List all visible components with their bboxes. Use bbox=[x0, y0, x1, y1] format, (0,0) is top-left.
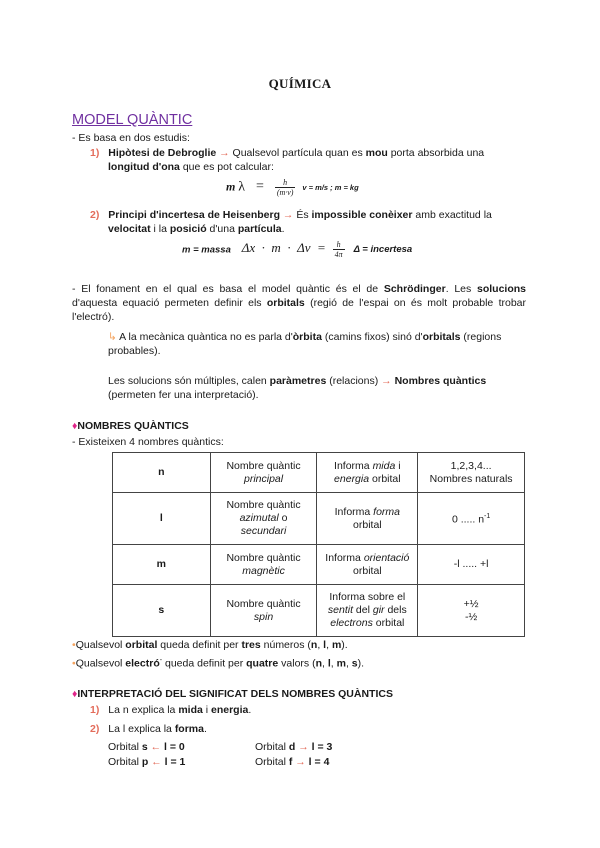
page-title: QUÍMICA bbox=[268, 76, 332, 91]
table-row bbox=[113, 453, 525, 493]
text: Nombre quàntic bbox=[226, 551, 301, 564]
superscript: - bbox=[159, 657, 163, 664]
fraction-denominator: (m·v) bbox=[276, 188, 294, 197]
section-heading-model-quantic: MODEL QUÀNTIC bbox=[72, 112, 193, 128]
text: queda definit per bbox=[157, 639, 242, 651]
text: Qualsevol bbox=[75, 639, 126, 651]
bold-text: mou bbox=[365, 147, 388, 159]
bold-text: partícula bbox=[237, 223, 282, 235]
formula-m: m bbox=[226, 179, 236, 194]
text: Orbital bbox=[108, 756, 142, 768]
text: o bbox=[278, 512, 288, 524]
bullet-icon: • bbox=[72, 639, 76, 651]
name-cell bbox=[210, 453, 317, 493]
bold-text: velocitat bbox=[108, 223, 151, 235]
fraction-numerator: h bbox=[333, 240, 345, 250]
text: Nombre quàntic bbox=[226, 499, 301, 511]
text: Nombre quàntic bbox=[226, 459, 301, 472]
item-number: 1) bbox=[90, 704, 100, 716]
text: . bbox=[204, 723, 207, 735]
text: (camins fixos) sinó d' bbox=[321, 331, 423, 343]
bullet-icon: • bbox=[72, 657, 76, 670]
bold-text: m bbox=[331, 639, 342, 651]
bold-text: orbitals bbox=[422, 331, 461, 343]
table-row bbox=[113, 585, 525, 637]
right-arrow-icon: → bbox=[298, 741, 309, 753]
text: números ( bbox=[260, 639, 311, 651]
bold-text: tres bbox=[241, 639, 261, 651]
italic-text: secundari bbox=[240, 525, 287, 537]
arrow-icon: → bbox=[381, 375, 392, 387]
right-arrow-icon: → bbox=[295, 756, 306, 768]
item-number: 2) bbox=[90, 723, 100, 735]
text: (regions probables). bbox=[108, 331, 502, 357]
text: porta absorbida una bbox=[387, 147, 485, 159]
text: del bbox=[353, 604, 373, 616]
info-cell bbox=[317, 493, 418, 545]
formula-note: v = m/s ; m = kg bbox=[302, 183, 359, 193]
orbital-s bbox=[108, 740, 185, 754]
text: i bbox=[202, 704, 211, 716]
info-cell bbox=[317, 545, 418, 585]
italic-text: mida bbox=[372, 459, 396, 472]
item-debroglie bbox=[90, 146, 526, 160]
paragraph-solucions bbox=[108, 374, 526, 402]
italic-text: sentit bbox=[327, 604, 354, 616]
bold-text: l = 1 bbox=[161, 756, 186, 768]
left-arrow-icon: ← bbox=[150, 741, 162, 753]
symbol-cell: n bbox=[113, 453, 211, 493]
bold-text: l = 3 bbox=[308, 741, 333, 753]
text: i bbox=[395, 459, 401, 472]
text: , bbox=[330, 657, 337, 670]
bold-text: mida bbox=[178, 704, 203, 716]
left-arrow-icon: ← bbox=[151, 756, 162, 768]
debroglie-title: Hipòtesi de Debroglie bbox=[108, 147, 217, 159]
text: Les solucions són múltiples, calen bbox=[108, 375, 270, 387]
bold-text: orbitals bbox=[266, 297, 305, 309]
text: que es pot calcular: bbox=[179, 161, 274, 173]
symbol-cell: l bbox=[113, 493, 211, 545]
formula-lambda: λ bbox=[238, 179, 246, 195]
paragraph-orbita bbox=[108, 330, 526, 358]
text: +½ bbox=[463, 597, 479, 610]
italic-text: energia bbox=[334, 472, 370, 485]
bold-text: n bbox=[315, 657, 322, 670]
bold-text: Nombres quàntics bbox=[394, 375, 487, 387]
symbol-cell: s bbox=[113, 585, 211, 637]
text: , bbox=[317, 639, 324, 651]
symbol-cell: m bbox=[113, 545, 211, 585]
info-cell bbox=[317, 453, 418, 493]
text: Informa bbox=[334, 505, 374, 518]
bold-text: n bbox=[310, 639, 318, 651]
bold-text: quatre bbox=[246, 657, 279, 670]
bold-text: m bbox=[336, 657, 346, 670]
formula-expr: Δx · m · Δv = bbox=[241, 240, 326, 256]
text: - El fonament en el qual es basa el model quàntic és el de bbox=[72, 283, 384, 295]
name-cell bbox=[210, 493, 317, 545]
formula-heisenberg bbox=[182, 240, 412, 259]
text: (permeten fer una interpretació). bbox=[108, 389, 259, 401]
italic-text: magnètic bbox=[242, 564, 285, 577]
table-row bbox=[113, 493, 525, 545]
text: d'una bbox=[206, 223, 238, 235]
value-cell bbox=[418, 585, 525, 637]
text: (regió de l'espai on és molt probable trobar l'electró). bbox=[72, 297, 526, 323]
text: Qualsevol bbox=[75, 657, 126, 670]
bold-text: s bbox=[351, 657, 358, 670]
name-cell bbox=[210, 545, 317, 585]
intro-text: - Es basa en dos estudis: bbox=[72, 132, 190, 144]
text: Orbital bbox=[255, 756, 289, 768]
bold-text: posició bbox=[169, 223, 207, 235]
section-heading-interpretacio bbox=[72, 688, 393, 700]
diamond-icon: ♦ bbox=[72, 688, 78, 700]
bold-text: Schrödinger bbox=[383, 283, 446, 295]
fraction-numerator: h bbox=[275, 178, 296, 188]
text: orbital bbox=[353, 518, 382, 531]
item-number: 1) bbox=[90, 147, 100, 159]
text: orbital bbox=[369, 472, 401, 485]
bold-text: paràmetres bbox=[269, 375, 327, 387]
item-n-explica bbox=[90, 703, 251, 717]
arrow-icon: → bbox=[282, 209, 294, 221]
bold-text: d bbox=[288, 741, 296, 753]
quantum-numbers-table bbox=[112, 452, 525, 637]
text: , bbox=[322, 657, 328, 670]
text: És bbox=[293, 209, 312, 221]
section-heading-nombres bbox=[72, 420, 189, 432]
text: d'aquesta equació permeten definir els bbox=[72, 297, 267, 309]
paragraph-schrodinger bbox=[72, 282, 526, 324]
italic-text: azimutal bbox=[239, 512, 279, 524]
text: La n explica la bbox=[108, 704, 179, 716]
text: Qualsevol partícula quan es bbox=[229, 147, 366, 159]
text: Informa sobre el bbox=[329, 591, 406, 603]
text: 0 ..... n bbox=[451, 513, 485, 526]
formula-fraction bbox=[333, 240, 345, 259]
bold-text: l = 0 bbox=[161, 741, 185, 753]
bold-text: l = 4 bbox=[305, 756, 330, 768]
value-cell: -l ..... +l bbox=[418, 545, 525, 585]
formula-note: Δ = incertesa bbox=[353, 244, 413, 256]
orbital-d bbox=[255, 740, 332, 754]
superscript: -1 bbox=[484, 513, 491, 521]
text: orbital bbox=[372, 617, 405, 629]
text: . Les bbox=[445, 283, 477, 295]
text: Informa bbox=[334, 459, 373, 472]
name-cell bbox=[210, 585, 317, 637]
intro-text: - Existeixen 4 nombres quàntics: bbox=[72, 436, 224, 448]
heading-text: NOMBRES QUÀNTICS bbox=[77, 420, 189, 432]
bold-text: l bbox=[323, 639, 327, 651]
italic-text: principal bbox=[243, 472, 284, 485]
item-heisenberg bbox=[90, 208, 526, 222]
orbital-p bbox=[108, 755, 185, 769]
value-cell bbox=[418, 453, 525, 493]
bold-text: electró bbox=[125, 657, 160, 670]
bold-text: impossible conèixer bbox=[311, 209, 413, 221]
arrow-icon: → bbox=[219, 147, 230, 159]
text: . bbox=[248, 704, 252, 716]
info-cell bbox=[317, 585, 418, 637]
return-arrow-icon: ↳ bbox=[108, 331, 117, 343]
text: orbital bbox=[353, 564, 382, 577]
text: , bbox=[326, 639, 332, 651]
italic-text: orientació bbox=[363, 551, 410, 564]
formula-fraction bbox=[275, 178, 296, 197]
text: Orbital bbox=[108, 741, 142, 753]
text: ). bbox=[341, 639, 348, 651]
heisenberg-title: Principi d'incertesa de Heisenberg bbox=[108, 209, 280, 221]
item-number: 2) bbox=[90, 209, 100, 221]
text: dels bbox=[384, 604, 407, 616]
text: valors ( bbox=[278, 657, 316, 670]
text: (relacions) bbox=[326, 375, 382, 387]
text: . bbox=[281, 223, 285, 235]
text: ). bbox=[357, 657, 365, 670]
bullet-electro bbox=[72, 654, 364, 671]
bold-text: energia bbox=[211, 704, 249, 716]
heading-text: INTERPRETACIÓ DEL SIGNIFICAT DELS NOMBRES QUÀNTICS bbox=[77, 688, 393, 700]
italic-text: forma bbox=[373, 505, 400, 518]
text: , bbox=[345, 657, 352, 670]
item-l-explica bbox=[90, 722, 207, 736]
text: queda definit per bbox=[162, 657, 247, 670]
text: Nombre quàntic bbox=[226, 597, 301, 610]
text: -½ bbox=[464, 610, 478, 623]
italic-text: electrons bbox=[330, 617, 373, 629]
bold-text: òrbita bbox=[292, 331, 322, 343]
text: Orbital bbox=[255, 741, 289, 753]
item-heisenberg-cont bbox=[108, 222, 285, 236]
orbital-f bbox=[255, 755, 329, 769]
italic-text: gir bbox=[372, 604, 385, 616]
bold-text: orbital bbox=[125, 639, 158, 651]
bold-text: s bbox=[141, 741, 148, 753]
formula-massa: m = massa bbox=[182, 244, 231, 256]
table-row bbox=[113, 545, 525, 585]
text: A la mecànica quàntica no es parla d' bbox=[116, 331, 293, 343]
text: Nombres naturals bbox=[429, 472, 513, 485]
text: 1,2,3,4... bbox=[450, 459, 492, 472]
text: Informa bbox=[325, 551, 364, 564]
bold-text: f bbox=[288, 756, 293, 768]
bold-text: forma bbox=[174, 723, 204, 735]
text: i la bbox=[150, 223, 170, 235]
item-debroglie-cont bbox=[108, 160, 274, 174]
bold-text: l bbox=[327, 657, 331, 670]
fraction-denominator: 4π bbox=[334, 250, 343, 259]
diamond-icon: ♦ bbox=[72, 420, 78, 432]
italic-text: spin bbox=[253, 610, 274, 623]
bold-text: p bbox=[141, 756, 149, 768]
bold-text: solucions bbox=[476, 283, 526, 295]
formula-eq: = bbox=[255, 179, 264, 195]
bullet-orbital bbox=[72, 638, 348, 652]
formula-debroglie bbox=[226, 178, 359, 197]
bold-text: longitud d'ona bbox=[108, 161, 180, 173]
text: amb exactitud la bbox=[412, 209, 492, 221]
text: La l explica la bbox=[108, 723, 175, 735]
value-cell bbox=[418, 493, 525, 545]
